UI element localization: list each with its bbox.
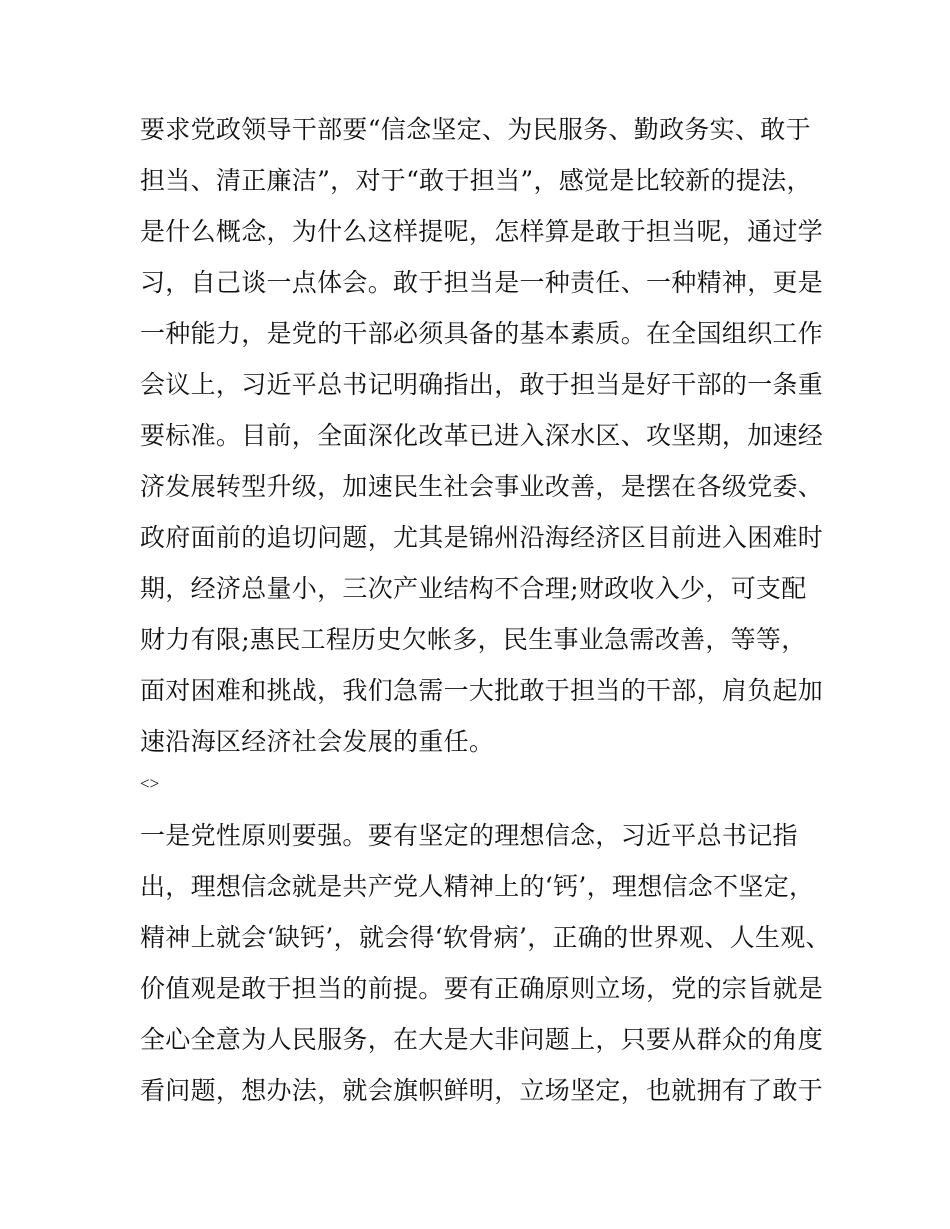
text-line: 一是党性原则要强。要有坚定的理想信念，习近平总书记指 — [140, 821, 798, 850]
text-line: 政府面前的追切问题，尤其是锦州沿海经济区目前进入困难时 — [140, 523, 824, 552]
paragraph-1 — [140, 104, 824, 767]
paragraph-2 — [140, 810, 831, 1116]
text-line: 面对困难和挑战，我们急需一大批敢于担当的干部，肩负起加 — [140, 676, 824, 705]
text-line: 出，理想信念就是共产党人精神上的‘钙’，理想信念不坚定， — [140, 872, 815, 901]
text-line: 习，自己谈一点体会。敢于担当是一种责任、一种精神，更是 — [140, 268, 824, 297]
text-line: 是什么概念，为什么这样提呢，怎样算是敢于担当呢，通过学 — [140, 217, 824, 246]
text-line: 全心全意为人民服务，在大是大非问题上，只要从群众的角度 — [140, 1025, 824, 1054]
section-marker: <> — [140, 774, 160, 793]
text-line: 精神上就会‘缺钙’，就会得‘软骨病’，正确的世界观、人生观、 — [140, 923, 831, 952]
text-line: 要求党政领导干部要“信念坚定、为民服务、勤政务实、敢于 — [140, 115, 811, 144]
text-line: 要标准。目前，全面深化改革已进入深水区、攻坚期，加速经 — [140, 421, 824, 450]
text-line: 期，经济总量小，三次产业结构不合理;财政收入少，可支配 — [140, 574, 807, 603]
text-line: 一种能力，是党的干部必须具备的基本素质。在全国组织工作 — [140, 319, 824, 348]
text-line: 济发展转型升级，加速民生社会事业改善，是摆在各级党委、 — [140, 472, 824, 501]
text-line: 财力有限;惠民工程历史欠帐多，民生事业急需改善，等等， — [140, 625, 807, 654]
text-line: 会议上，习近平总书记明确指出，敢于担当是好干部的一条重 — [140, 370, 824, 399]
text-line: 速沿海区经济社会发展的重任。 — [140, 727, 495, 756]
text-line: 看问题，想办法，就会旗帜鲜明，立场坚定，也就拥有了敢于 — [140, 1076, 824, 1105]
text-line: 价值观是敢于担当的前提。要有正确原则立场，党的宗旨就是 — [140, 974, 824, 1003]
text-line: 担当、清正廉洁”，对于“敢于担当”，感觉是比较新的提法， — [140, 166, 812, 195]
